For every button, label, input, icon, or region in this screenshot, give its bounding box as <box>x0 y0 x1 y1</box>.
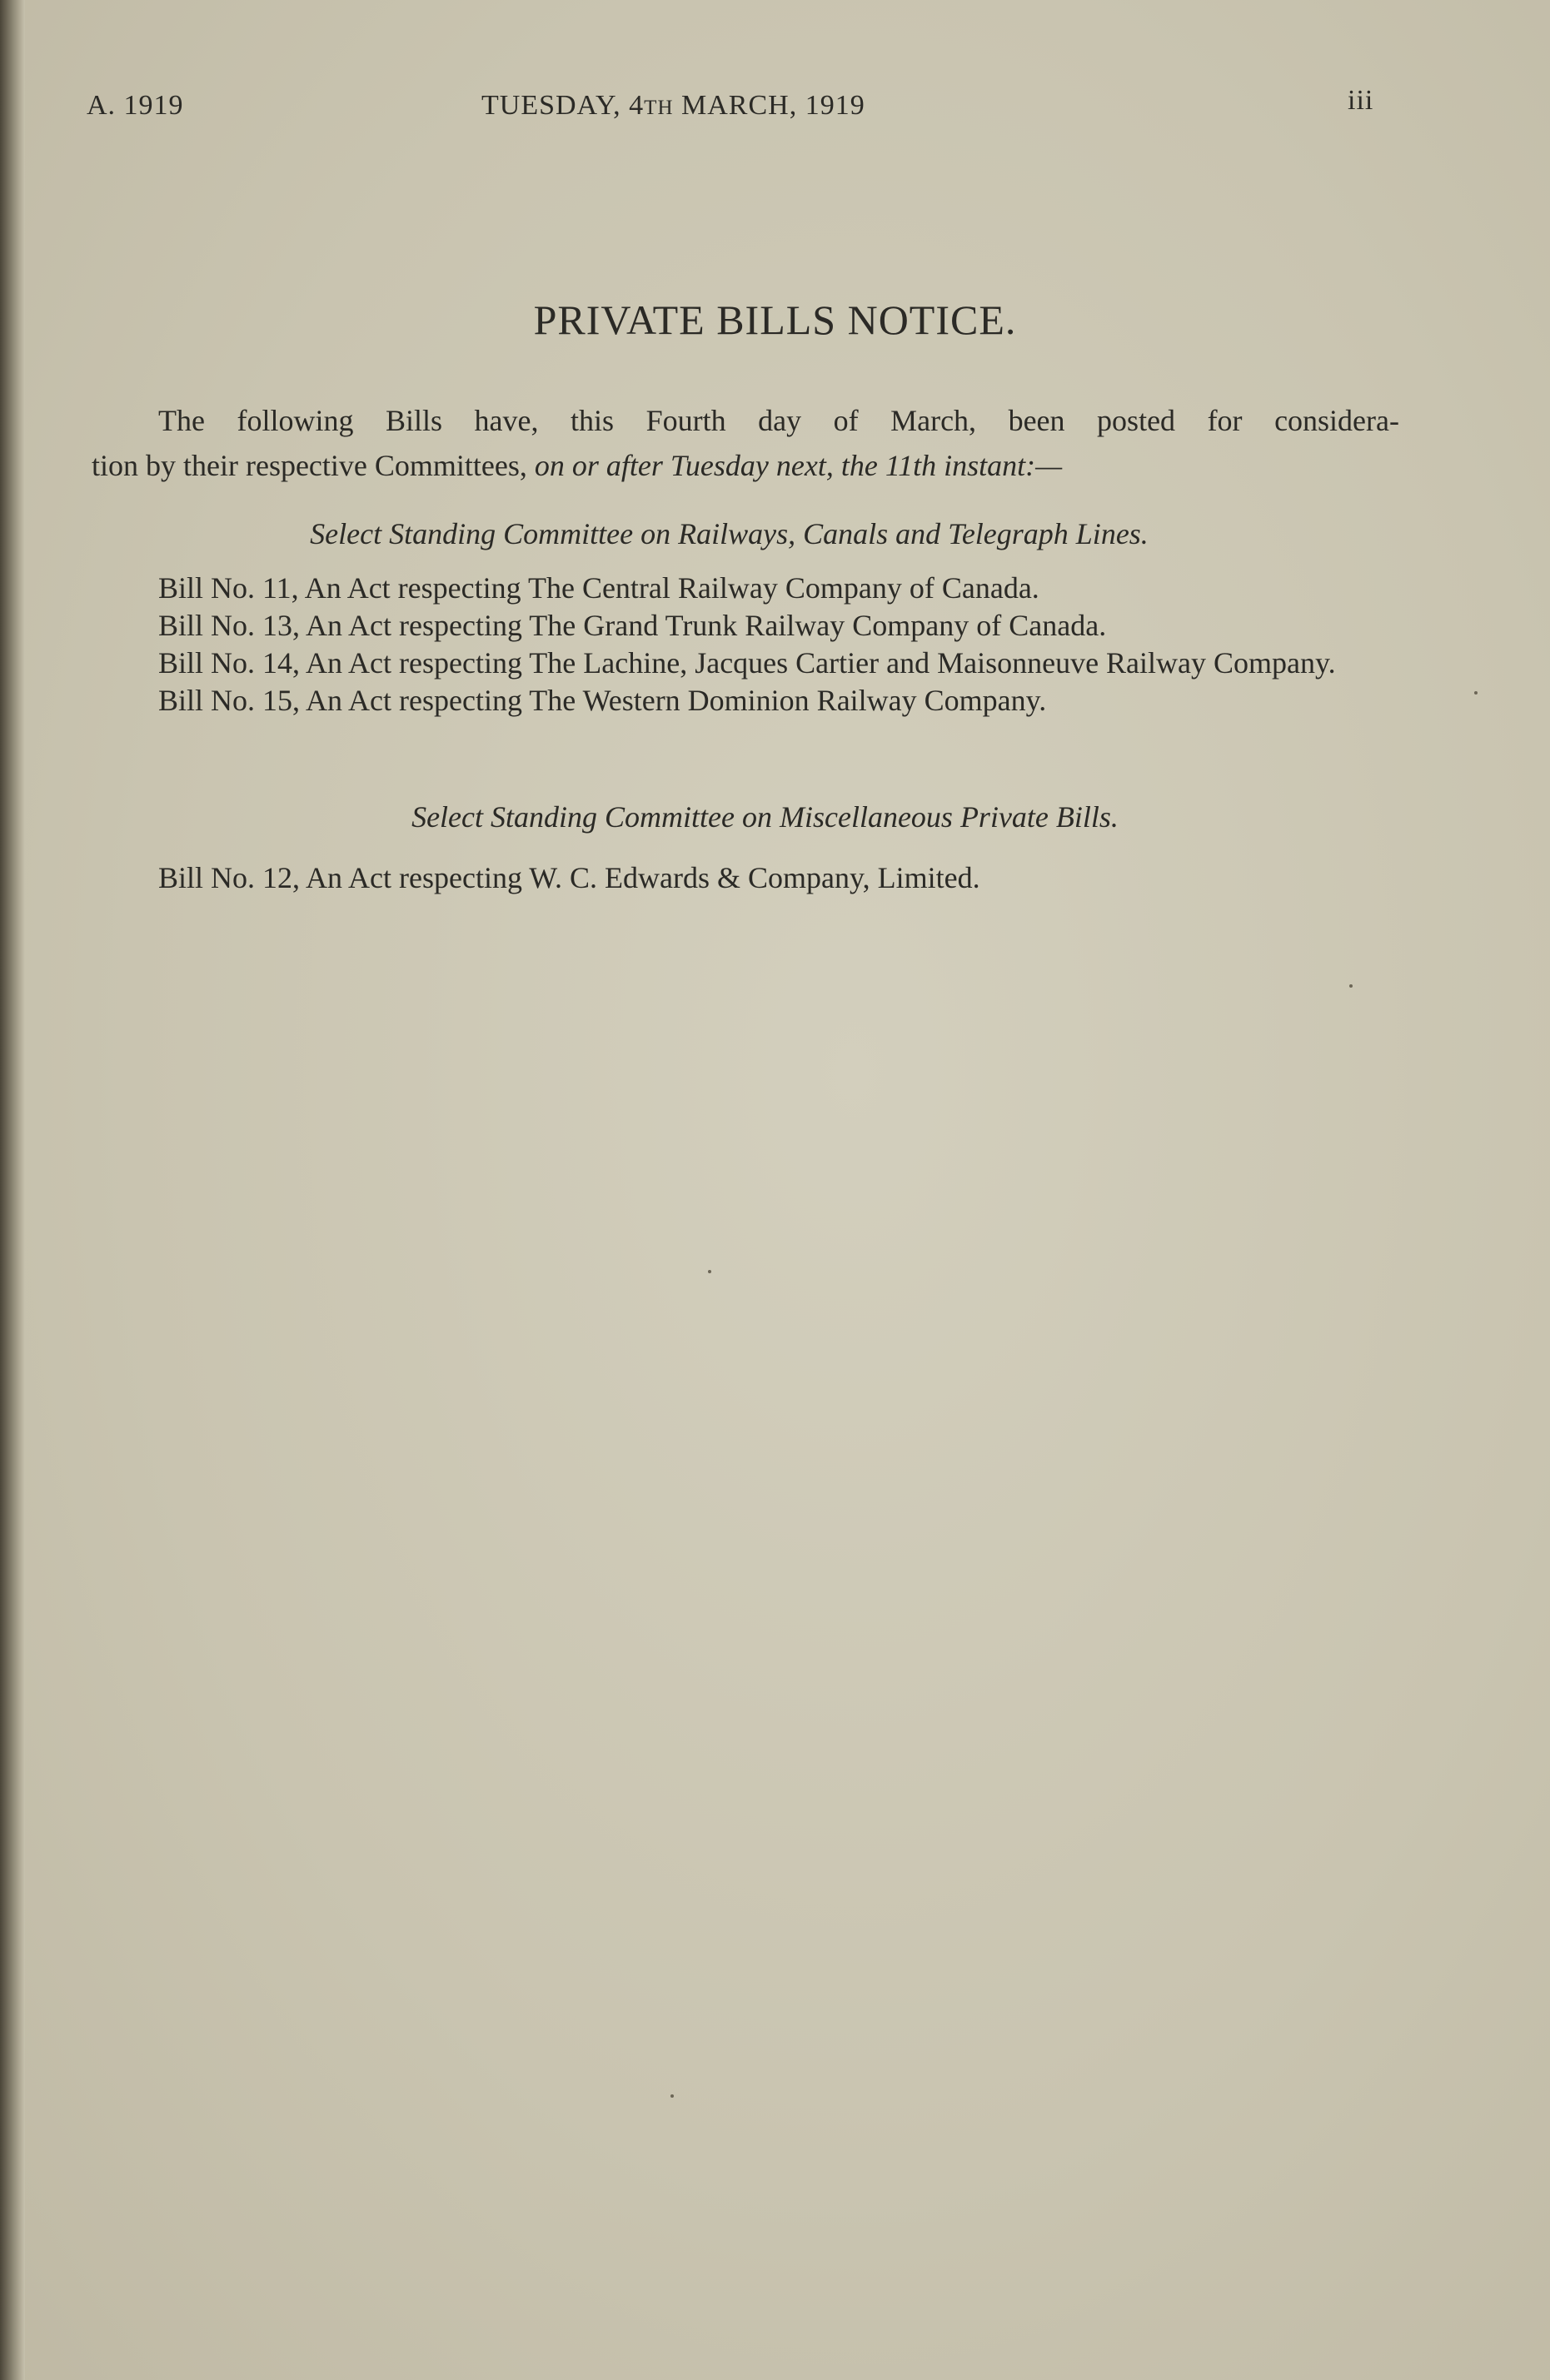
intro-italic: on or after Tuesday next, the 11th instant:— <box>534 449 1063 482</box>
bill-list-misc <box>93 859 1399 897</box>
header-date-suffix: TH <box>644 97 674 119</box>
header-date-part: TUESDAY, 4 <box>481 90 645 121</box>
header-date-part: MARCH, 1919 <box>673 90 865 121</box>
bill-item: Bill No. 12, An Act respecting W. C. Edwards & Company, Limited. <box>158 861 980 894</box>
page-number: iii <box>1348 85 1374 116</box>
intro-line-1: The following Bills have, this Fourth day of March, been posted for considera- <box>158 404 1399 437</box>
paper-speck <box>708 1270 711 1273</box>
notice-title: PRIVATE BILLS NOTICE. <box>533 296 1017 343</box>
paper-speck <box>670 2094 674 2098</box>
intro-line-2 <box>92 443 1399 488</box>
bill-item: Bill No. 14, An Act respecting The Lachine, Jacques Cartier and Maisonneuve Railway Company. <box>158 646 1336 680</box>
running-header <box>0 85 1550 140</box>
paper-speck <box>1349 984 1353 988</box>
header-date <box>481 90 865 122</box>
committee-heading-misc: Select Standing Committee on Miscellaneous Private Bills. <box>411 800 1119 834</box>
bill-item: Bill No. 15, An Act respecting The Western Dominion Railway Company. <box>158 684 1047 717</box>
intro-paragraph <box>92 398 1399 488</box>
bill-list-railways <box>93 570 1399 719</box>
bill-item: Bill No. 13, An Act respecting The Grand Trunk Railway Company of Canada. <box>158 609 1107 642</box>
bill-item: Bill No. 11, An Act respecting The Central Railway Company of Canada. <box>158 571 1039 605</box>
paper-speck <box>1474 691 1478 695</box>
header-year: A. 1919 <box>87 90 184 121</box>
intro-text: tion by their respective Committees, <box>92 449 535 482</box>
committee-heading-railways: Select Standing Committee on Railways, Canals and Telegraph Lines. <box>310 517 1149 550</box>
page-binding-edge <box>0 0 25 2380</box>
